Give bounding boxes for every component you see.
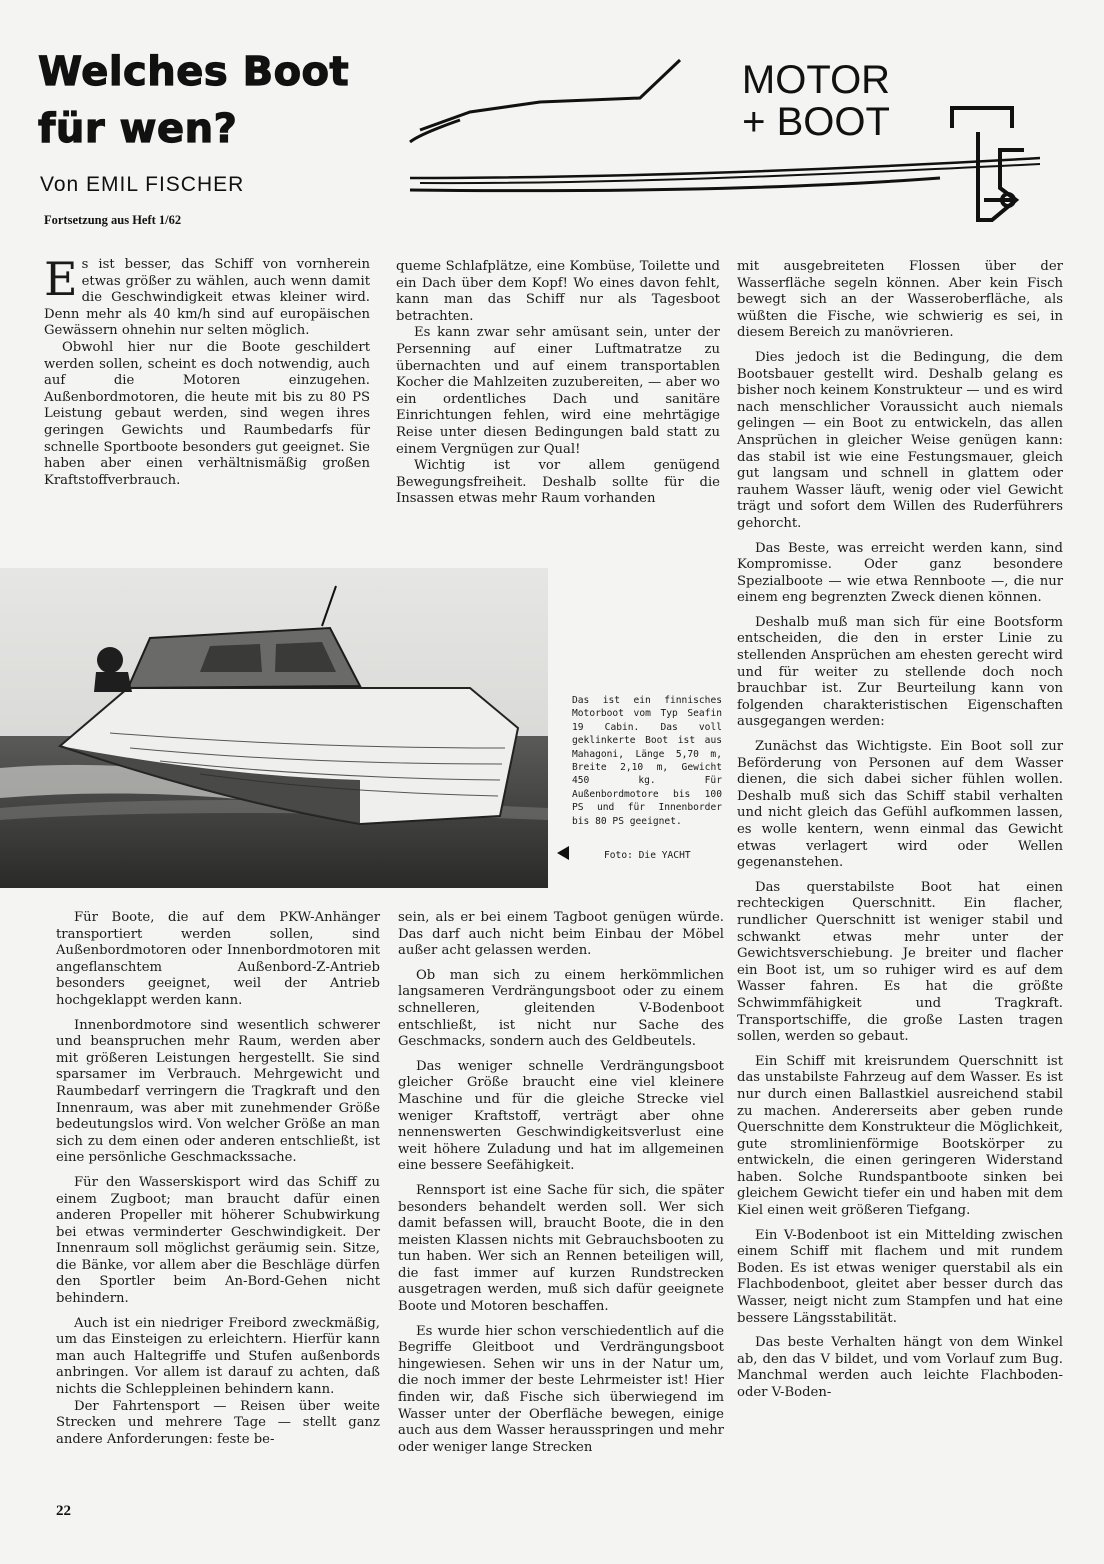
logo-text-boot: + BOOT — [742, 100, 890, 144]
paragraph: Ob man sich zu einem herkömmlichen langsameren Verdrängungsboot oder zu einem schnelleren, gleitenden V-Bodenboot entschließt, ist nicht nur Sache des Geschmacks, sondern auch des Geldbeutels. — [398, 967, 724, 1050]
paragraph: Ein V-Bodenboot ist ein Mittelding zwischen einem Schiff mit flachem und mit rundem Boden. Es ist etwas weniger querstabil als ein Flachbodenboot, gleitet aber besser durch das Wasser, neigt nicht zum Stampfen und hat eine bessere Längsstabilität. — [737, 1227, 1063, 1326]
paragraph: Zunächst das Wichtigste. Ein Boot soll zur Beförderung von Personen auf dem Wasser dienen, die sich dabei sicher fühlen wollen. Deshalb muß sich das Schiff stabil verhalten und nicht gleich das Gefühl aufkommen lassen, es wolle kentern, wenn einmal das Gewicht etwas verlagert wird oder Wellen gegenanstehen. — [737, 739, 1063, 871]
paragraph: Für den Wasserskisport wird das Schiff zu einem Zugboot; man braucht dafür einen anderen Propeller mit höherer Schubwirkung bei etwas verminderter Geschwindigkeit. Der Innenraum soll möglichst geräumig sein. Sitze, die Bänke, vor allem aber die Beschläge dürfen den Sportler beim An-Bord-Gehen nicht behindern. — [56, 1174, 380, 1307]
paragraph: Der Fahrtensport — Reisen über weite Strecken und mehrere Tage — stellt ganz andere Anforderungen: feste be- — [56, 1398, 380, 1447]
paragraph: Rennsport ist eine Sache für sich, die später besonders behandelt werden soll. Wer sich damit befassen will, braucht Boote, die in den meisten Klassen nichts mit Gebrauchsbooten zu tun haben. Wer sich an Rennen beteiligen will, die fast immer auf kurzen Rundstrecken ausgetragen werden, muß sich dafür geeignete Boote und Motoren beschaffen. — [398, 1182, 724, 1315]
photo-caption: Das ist ein finnisches Motorboot vom Typ Seafin 19 Cabin. Das voll geklinkerte Boot ist aus Mahagoni, Länge 5,70 m, Breite 2,10 m, Gewicht 450 kg. Für Außenbordmotore bis 100 PS und für Innenborder bis 80 PS geeignet. — [572, 695, 722, 827]
article-title-line1: Welches Boot — [38, 49, 350, 95]
right-column — [737, 259, 1063, 1402]
paragraph: Das weniger schnelle Verdrängungsboot gleicher Größe braucht eine viel kleinere Maschine und für die gleiche Strecke viel weniger Kraftstoff, verträgt aber ohne nennenswerten Geschwindigkeitsverlust eine weit höhere Zuladung und hat im allgemeinen eine bessere Seefähigkeit. — [398, 1058, 724, 1174]
drop-cap: E — [44, 252, 78, 306]
paragraph: Deshalb muß man sich für eine Bootsform entscheiden, die den in erster Linie zu stellenden Ansprüchen am ehesten gerecht wird und für weiter zu stellende doch noch brauchbar ist. Zur Beurteilung kann von folgenden charakteristischen Eigenschaften ausgegangen werden: — [737, 614, 1063, 730]
bottom-column-1 — [56, 910, 380, 1448]
top-column-2 — [396, 259, 720, 508]
paragraph: Es wurde hier schon verschiedentlich auf die Begriffe Gleitboot und Verdrängungsboot hingewiesen. Sehen wir uns in der Natur um, die noch immer der beste Lehrmeister ist! Hier finden wir, daß Fische sich überwiegend im Wasser unter der Oberfläche bewegen, einige auch aus dem Wasser herausspringen und mehr oder weniger lange Strecken — [398, 1323, 724, 1455]
paragraph: queme Schlafplätze, eine Kombüse, Toilette und ein Dach über dem Kopf! Wo eines davon fehlt, kann man das Schiff nur als Tagesboot betrachten. — [396, 259, 720, 324]
article-title-line2: für wen? — [38, 106, 238, 152]
paragraph: sein, als er bei einem Tagboot genügen würde. Das darf auch nicht beim Einbau der Möbel außer acht gelassen werden. — [398, 910, 724, 959]
paragraph: Für Boote, die auf dem PKW-Anhänger transportiert werden sollen, sind Außenbordmotoren oder Innenbordmotoren mit angeflanschtem Außenbord-Z-Antrieb besonders geeignet, weil der Antrieb hochgeklappt werden kann. — [56, 910, 380, 1008]
paragraph: Ein Schiff mit kreisrundem Querschnitt ist das unstabilste Fahrzeug auf dem Wasser. Es ist nur durch einen Ballastkiel ausreichend stabil zu machen. Andererseits aber geben runde Querschnitte dem Konstrukteur die Möglichkeit, gute stromlinienförmige Bootskörper zu entwickeln, die einen geringeren Widerstand haben. Solche Rundspantboote sinken bei gleichem Gewicht tiefer ein und haben mit dem Kiel einen weit größeren Tiefgang. — [737, 1053, 1063, 1219]
paragraph: Das beste Verhalten hängt von dem Winkel ab, den das V bildet, und vom Vorlauf zum Bug. Manchmal werden auch leichte Flachboden- oder V-Boden- — [737, 1335, 1063, 1400]
photo-credit: Foto: Die YACHT — [604, 850, 691, 861]
top-column-1 — [44, 252, 370, 489]
paragraph: mit ausgebreiteten Flossen über der Wasserfläche segeln können. Aber kein Fisch bewegt sich an der Wasseroberfläche, als wüßten die Fische, wie schwierig es sei, in diesem Bereich zu manövrieren. — [737, 259, 1063, 341]
paragraph: Auch ist ein niedriger Freibord zweckmäßig, um das Einsteigen zu erleichtern. Hierfür kann man auch Haltegriffe und Stufen außenbords anbringen. Vor allem ist darauf zu achten, daß nichts die Schleppleinen behindern kann. — [56, 1315, 380, 1398]
paragraph: Das Beste, was erreicht werden kann, sind Kompromisse. Oder ganz besondere Spezialboote — wie etwa Rennboote —, die nur einem eng begrenzten Zweck dienen können. — [737, 540, 1063, 606]
paragraph: Wichtig ist vor allem genügend Bewegungsfreiheit. Deshalb sollte für die Insassen etwas mehr Raum vorhanden — [396, 458, 720, 507]
paragraph: Obwohl hier nur die Boote geschildert werden sollen, scheint es doch notwendig, auch auf die Motoren einzugehen. Außenbordmotoren, die heute mit bis zu 80 PS Leistung gebaut werden, sind wegen ihres geringen Gewichts und Raumbedarfs für schnelle Sportboote besonders gut geeignet. Sie haben aber einen verhältnismäßig großen Kraftstoffverbrauch. — [44, 339, 370, 488]
caption-pointer-icon — [557, 846, 569, 860]
paragraph: Innenbordmotore sind wesentlich schwerer und beanspruchen mehr Raum, werden aber mit größeren Leistungen hergestellt. Sie sind sparsamer im Verbrauch. Mehrgewicht und Raumbedarf verringern die Tragkraft und den Innenraum, was aber mit zunehmender Größe bedeutungslos wird. Von welcher Größe an man sich zu dem einen oder anderen entschließt, ist eine persönliche Geschmackssache. — [56, 1017, 380, 1166]
paragraph: Es kann zwar sehr amüsant sein, unter der Persenning auf einer Luftmatratze zu übernachten und auf einem transportablen Kocher die Mahlzeiten zuzubereiten, — aber wo ein ordentliches Dach und sanitäre Einrichtungen fehlen, wird eine mehrtägige Reise unter diesen Bedingungen bald statt zu einem Vergnügen zur Qual! — [396, 325, 720, 457]
continuation-note: Fortsetzung aus Heft 1/62 — [44, 213, 182, 227]
paragraph: Dies jedoch ist die Bedingung, die dem Bootsbauer gestellt wird. Deshalb gelang es bisher noch keinem Konstrukteur — und es wird nach menschlicher Voraussicht auch niemals gelingen — ein Boot zu entwickeln, das allen Ansprüchen in gleicher Weise genügen kann: das stabil ist wie eine Festungsmauer, gleich gut langsam und schnell in glattem oder rauhem Wasser läuft, wenig oder viel Gewicht trägt und sofort dem Willen des Ruderführers gehorcht. — [737, 349, 1063, 531]
paragraph: s ist besser, das Schiff von vornherein etwas größer zu wählen, auch wenn damit die Geschwindigkeit etwas kleiner wird. Denn mehr als 40 km/h sind auf europäischen Gewässern ohnehin nur selten möglich. — [44, 257, 370, 339]
paragraph: Das querstabilste Boot hat einen rechteckigen Querschnitt. Ein flacher, rundlicher Querschnitt ist weniger stabil und schwankt etwas mehr unter der Gewichtsverschiebung. Je breiter und flacher ein Boot ist, um so ruhiger wird es auf dem Wasser fahren. Es hat die größte Schwimmfähigkeit und Tragkraft. Transportschiffe, die große Lasten tragen sollen, werden so gebaut. — [737, 879, 1063, 1045]
byline: Von EMIL FISCHER — [40, 173, 245, 196]
page-number: 22 — [56, 1503, 71, 1519]
bottom-column-2 — [398, 910, 724, 1456]
logo-text-motor: MOTOR — [741, 58, 891, 102]
motorboat-photo — [0, 568, 548, 888]
outboard-motor-icon — [952, 108, 1024, 220]
